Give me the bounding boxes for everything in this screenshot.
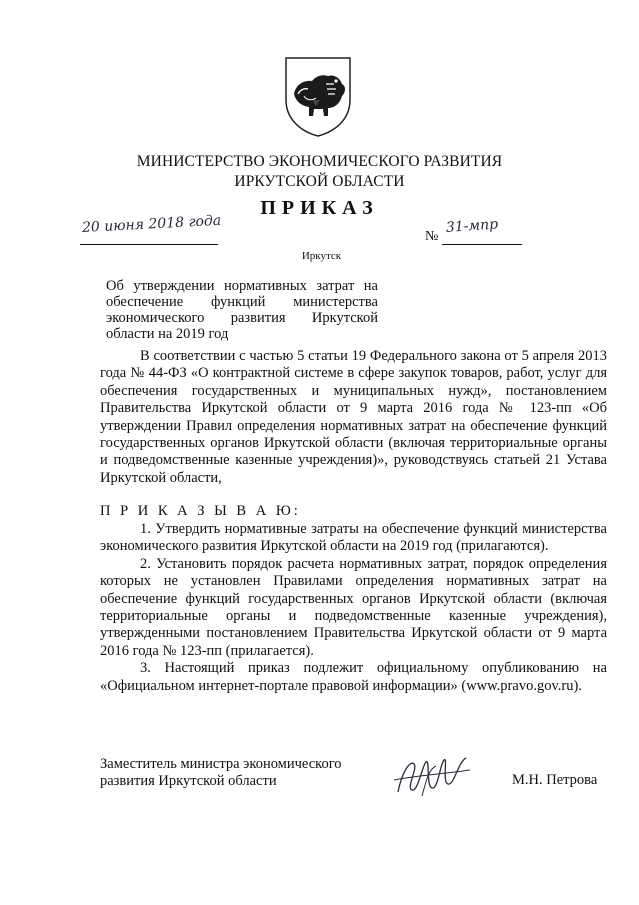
signatory-position-line-2: развития Иркутской области [100,773,277,789]
signature-icon [392,752,472,800]
order-word: П Р И К А З Ы В А Ю: [100,503,301,519]
order-items [100,521,607,695]
city-name: Иркутск [301,250,342,262]
ministry-line-2: ИРКУТСКОЙ ОБЛАСТИ [234,173,405,190]
coat-of-arms-icon [282,54,354,138]
order-item-3: 3. Настоящий приказ подлежит официальному опубликованию на «Официальном интернет-портале правовой информации» (www.pravo.gov.ru). [100,660,607,694]
date-handwritten: 20 июня 2018 года [81,212,222,236]
order-item-1: 1. Утвердить нормативные затраты на обеспечение функций министерства экономического развития Иркутской области на 2019 год (прилагаются). [100,521,607,555]
number-handwritten: 31-мпр [445,216,499,236]
number-label: № [425,229,439,244]
ministry-line-1: МИНИСТЕРСТВО ЭКОНОМИЧЕСКОГО РАЗВИТИЯ [136,153,503,170]
document-subject: Об утверждении нормативных затрат на обеспечение функций министерства экономического развития Иркутской области на 2019 год [106,278,378,342]
order-item-2: 2. Установить порядок расчета нормативных затрат, порядок определения которых не установлен Правилами определения нормативных затрат на обеспечение функций государственных органов Иркутской области (включая территориальные органы и подведомственные казенные учреждения), утвержденными постановлением Правительства Иркутской области от 9 марта 2016 года № 123-пп (прилагается). [100,555,607,659]
signatory-position [100,756,342,790]
preamble-paragraph: В соответствии с частью 5 статьи 19 Федерального закона от 5 апреля 2013 года № 44-ФЗ «О контрактной системе в сфере закупок товаров, работ, услуг для обеспечения государственных и муниципальных нужд», постановлением Правительства Иркутской области от 9 марта 2016 года № 123-пп «Об утверждении Правил определения нормативных затрат на обеспечение функций государственных органов Иркутской области (включая территориальные органы и подведомственные казенные учреждения)», руководствуясь статьей 21 Устава Иркутской области, [100,348,607,486]
signatory-position-line-1: Заместитель министра экономического [100,756,342,772]
signatory-name: М.Н. Петрова [512,772,598,788]
ministry-name [0,152,639,192]
document-type-title: ПРИКАЗ [260,197,379,219]
